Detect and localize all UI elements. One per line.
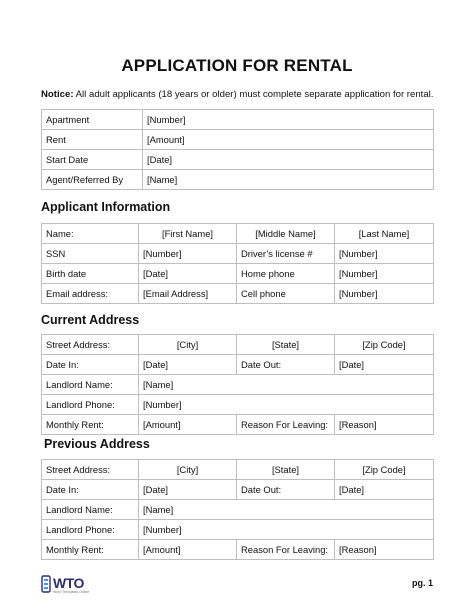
monthly-rent-field[interactable]: [Amount] bbox=[139, 415, 237, 435]
landlord-phone-field[interactable]: [Number] bbox=[139, 395, 434, 415]
date-in-label: Date In: bbox=[42, 480, 139, 500]
street-label: Street Address: bbox=[42, 460, 139, 480]
table-row bbox=[42, 355, 434, 375]
landlord-name-field[interactable]: [Name] bbox=[139, 500, 434, 520]
notice-text: All adult applicants (18 years or older) must complete separate application for rental. bbox=[73, 89, 434, 100]
current-address-heading: Current Address bbox=[41, 313, 140, 327]
home-phone-label: Home phone bbox=[237, 264, 335, 284]
page-title: APPLICATION FOR RENTAL bbox=[121, 56, 353, 75]
table-row bbox=[42, 540, 434, 560]
last-name-field[interactable]: [Last Name] bbox=[335, 224, 434, 244]
drivers-license-label: Driver’s license # bbox=[237, 244, 335, 264]
page-number: pg. 1 bbox=[411, 578, 433, 588]
landlord-phone-label: Landlord Phone: bbox=[42, 520, 139, 540]
logo-text: WTO bbox=[53, 575, 84, 591]
landlord-name-label: Landlord Name: bbox=[42, 500, 139, 520]
zip-field[interactable]: [Zip Code] bbox=[335, 460, 434, 480]
applicant-table bbox=[41, 223, 434, 304]
table-row bbox=[42, 415, 434, 435]
table-row bbox=[42, 335, 434, 355]
email-field[interactable]: [Email Address] bbox=[139, 284, 237, 304]
first-name-field[interactable]: [First Name] bbox=[139, 224, 237, 244]
table-row bbox=[42, 110, 434, 130]
table-row bbox=[42, 130, 434, 150]
applicant-heading: Applicant Information bbox=[41, 200, 171, 214]
rent-field[interactable]: [Amount] bbox=[143, 130, 434, 150]
notice-label: Notice: bbox=[41, 89, 74, 100]
agent-field[interactable]: [Name] bbox=[143, 170, 434, 190]
city-field[interactable]: [City] bbox=[139, 335, 237, 355]
apartment-field[interactable]: [Number] bbox=[143, 110, 434, 130]
table-row bbox=[42, 460, 434, 480]
state-field[interactable]: [State] bbox=[237, 335, 335, 355]
date-in-field[interactable]: [Date] bbox=[139, 480, 237, 500]
rent-label: Rent bbox=[42, 130, 143, 150]
table-row bbox=[42, 224, 434, 244]
street-label: Street Address: bbox=[42, 335, 139, 355]
reason-leaving-field[interactable]: [Reason] bbox=[335, 540, 434, 560]
apartment-label: Apartment bbox=[42, 110, 143, 130]
start-date-label: Start Date bbox=[42, 150, 143, 170]
rental-table bbox=[41, 109, 434, 190]
middle-name-field[interactable]: [Middle Name] bbox=[237, 224, 335, 244]
landlord-name-label: Landlord Name: bbox=[42, 375, 139, 395]
date-in-field[interactable]: [Date] bbox=[139, 355, 237, 375]
reason-leaving-field[interactable]: [Reason] bbox=[335, 415, 434, 435]
table-row bbox=[42, 244, 434, 264]
previous-address-table bbox=[41, 459, 434, 560]
email-label: Email address: bbox=[42, 284, 139, 304]
city-field[interactable]: [City] bbox=[139, 460, 237, 480]
current-address-table bbox=[41, 334, 434, 435]
monthly-rent-field[interactable]: [Amount] bbox=[139, 540, 237, 560]
table-row bbox=[42, 375, 434, 395]
home-phone-field[interactable]: [Number] bbox=[335, 264, 434, 284]
table-row bbox=[42, 480, 434, 500]
logo-subtext: Word Templates Online bbox=[53, 590, 90, 594]
reason-leaving-label: Reason For Leaving: bbox=[237, 415, 335, 435]
birth-date-field[interactable]: [Date] bbox=[139, 264, 237, 284]
table-row bbox=[42, 284, 434, 304]
date-out-field[interactable]: [Date] bbox=[335, 480, 434, 500]
table-row bbox=[42, 395, 434, 415]
ssn-field[interactable]: [Number] bbox=[139, 244, 237, 264]
date-out-label: Date Out: bbox=[237, 355, 335, 375]
start-date-field[interactable]: [Date] bbox=[143, 150, 434, 170]
cell-phone-label: Cell phone bbox=[237, 284, 335, 304]
cell-phone-field[interactable]: [Number] bbox=[335, 284, 434, 304]
landlord-phone-field[interactable]: [Number] bbox=[139, 520, 434, 540]
state-field[interactable]: [State] bbox=[237, 460, 335, 480]
drivers-license-field[interactable]: [Number] bbox=[335, 244, 434, 264]
landlord-phone-label: Landlord Phone: bbox=[42, 395, 139, 415]
table-row bbox=[42, 500, 434, 520]
date-in-label: Date In: bbox=[42, 355, 139, 375]
reason-leaving-label: Reason For Leaving: bbox=[237, 540, 335, 560]
ssn-label: SSN bbox=[42, 244, 139, 264]
notice-line bbox=[41, 89, 441, 100]
date-out-label: Date Out: bbox=[237, 480, 335, 500]
table-row bbox=[42, 150, 434, 170]
landlord-name-field[interactable]: [Name] bbox=[139, 375, 434, 395]
zip-field[interactable]: [Zip Code] bbox=[335, 335, 434, 355]
date-out-field[interactable]: [Date] bbox=[335, 355, 434, 375]
table-row bbox=[42, 264, 434, 284]
name-label: Name: bbox=[42, 224, 139, 244]
previous-address-heading: Previous Address bbox=[44, 437, 150, 451]
agent-label: Agent/Referred By bbox=[42, 170, 143, 190]
table-row bbox=[42, 170, 434, 190]
monthly-rent-label: Monthly Rent: bbox=[42, 415, 139, 435]
birth-date-label: Birth date bbox=[42, 264, 139, 284]
monthly-rent-label: Monthly Rent: bbox=[42, 540, 139, 560]
table-row bbox=[42, 520, 434, 540]
